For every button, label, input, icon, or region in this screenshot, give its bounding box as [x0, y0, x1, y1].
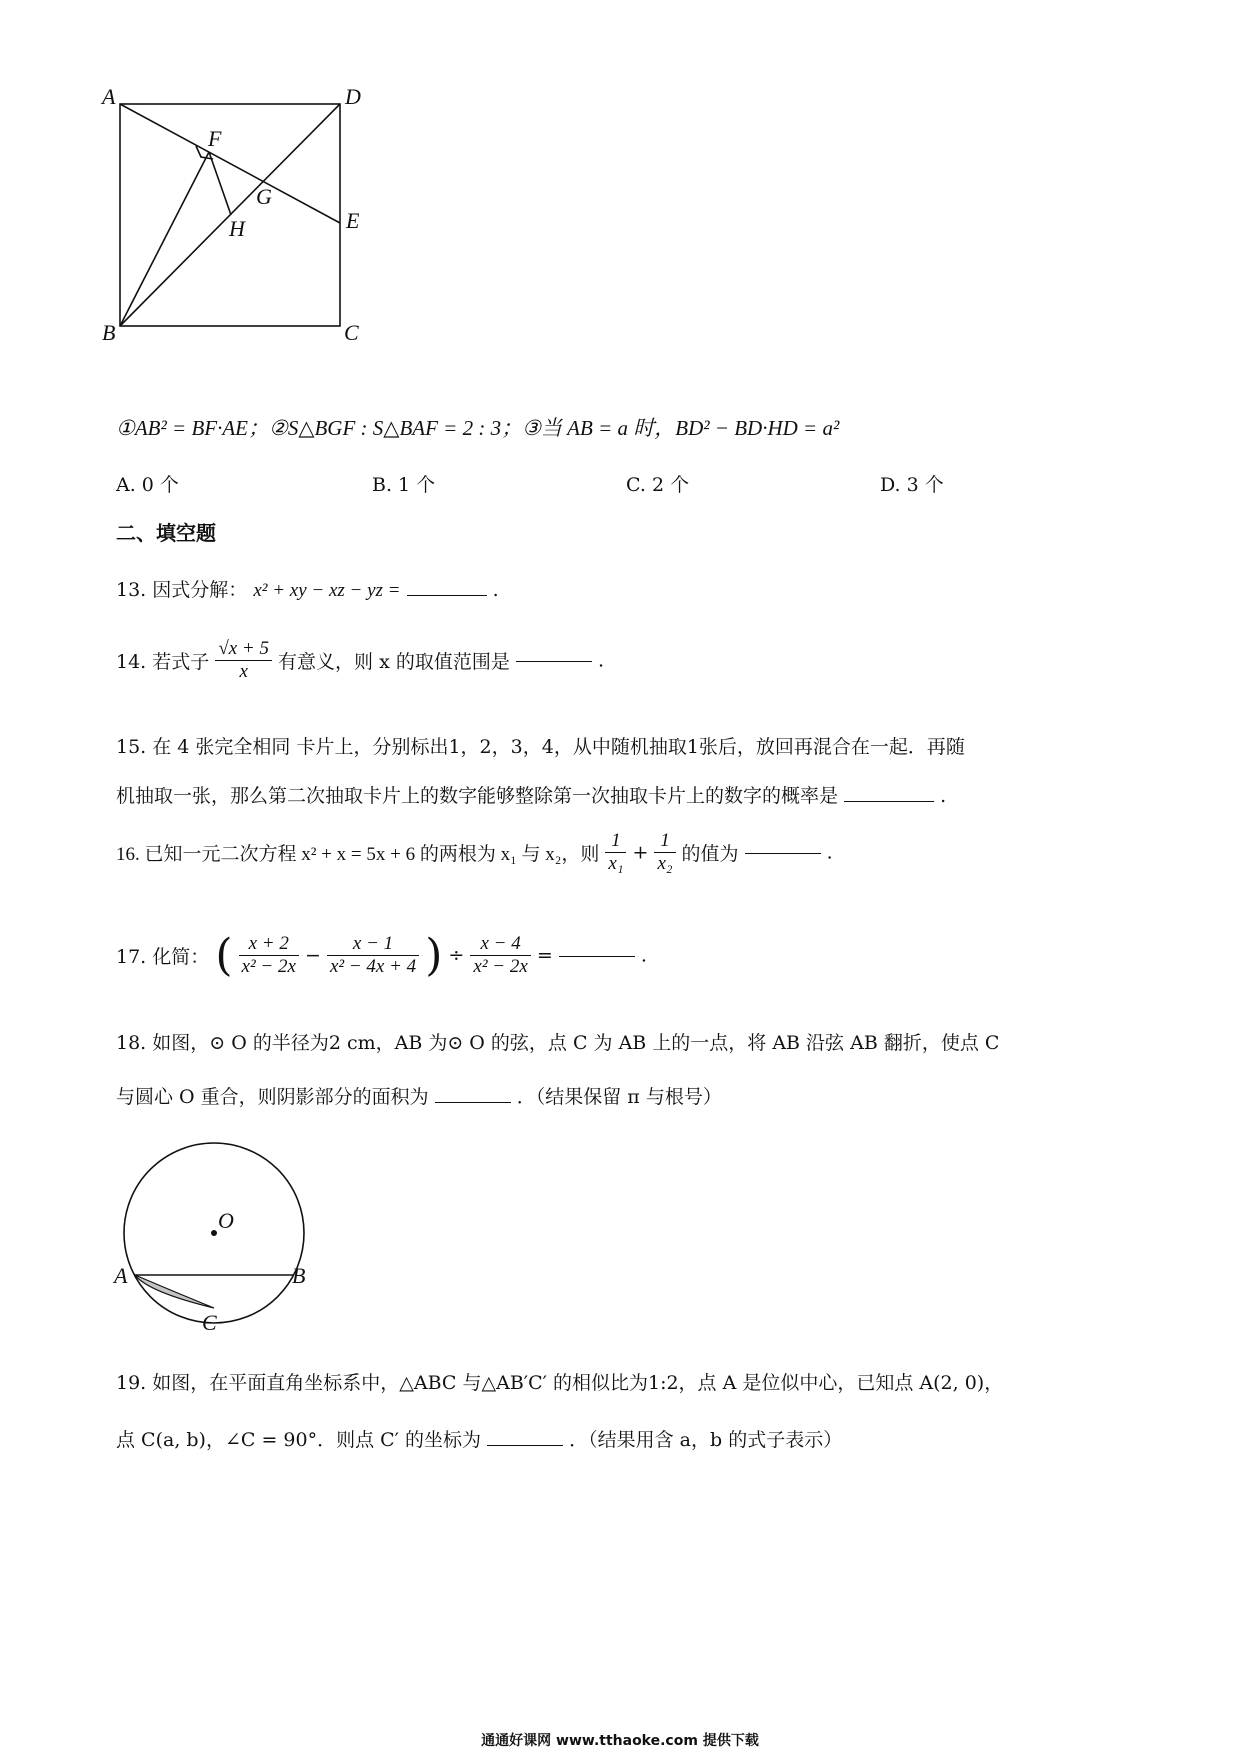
- q19-suffix: ．（结果用含 a，b 的式子表示）: [569, 1429, 843, 1451]
- shaded-region: [135, 1275, 214, 1308]
- q16-fraction-1: [605, 830, 626, 875]
- q16-prefix: 16. 已知一元二次方程 x² + x = 5x + 6 的两根为 x₁ 与 x₂，则: [116, 844, 600, 865]
- q17-minus: −: [304, 944, 321, 967]
- q17-divide: ÷: [448, 944, 465, 967]
- q17-left-paren: (: [215, 930, 233, 981]
- label-b: B: [292, 1263, 306, 1288]
- q17-right-paren: ): [425, 930, 443, 981]
- q14-suffix: .: [597, 649, 604, 672]
- question-18-line2: [116, 1082, 722, 1109]
- q16-fraction-2: [654, 830, 675, 875]
- q18-line2-text: 与圆心 O 重合，则阴影部分的面积为: [116, 1086, 429, 1108]
- center-point-o: [211, 1230, 217, 1236]
- q17-f3-numerator: x − 4: [470, 933, 530, 956]
- q18-answer-blank[interactable]: [435, 1101, 511, 1103]
- q17-fraction-1: [239, 933, 299, 978]
- label-f: F: [208, 126, 222, 151]
- q15-line2-text: 机抽取一张，那么第二次抽取卡片上的数字能够整除第一次抽取卡片上的数字的概率是: [116, 785, 839, 807]
- question-13: [116, 575, 499, 602]
- section-title: 二、填空题: [116, 521, 216, 545]
- q13-expression: x² + xy − xz − yz =: [253, 580, 401, 601]
- option-d: D. 3 个: [880, 474, 944, 496]
- q17-equals: =: [536, 944, 553, 967]
- q19-answer-blank[interactable]: [487, 1444, 563, 1446]
- label-c: C: [202, 1310, 217, 1335]
- statements-line: ①AB² = BF·AE；②S△BGF : S△BAF = 2 : 3；③当 AB = a 时，BD² − BD·HD = a²: [116, 416, 840, 440]
- q17-prefix: 17. 化简：: [116, 946, 210, 968]
- diagonal-bd: [120, 104, 340, 326]
- q14-denominator: x: [239, 661, 248, 682]
- question-17: [116, 930, 647, 981]
- question-16: [116, 830, 833, 875]
- q14-numerator: √x + 5: [215, 638, 272, 661]
- q17-fraction-3: [470, 933, 530, 978]
- q16-f2-denominator: x₂: [657, 853, 673, 874]
- q19-line2-text: 点 C(a, b)，∠C = 90°．则点 C′ 的坐标为: [116, 1429, 482, 1451]
- q17-f1-numerator: x + 2: [239, 933, 299, 956]
- label-e: E: [346, 208, 360, 233]
- q16-f1-denominator: x₁: [608, 853, 624, 874]
- q16-suffix: .: [826, 841, 833, 864]
- question-15-line1: 15. 在 4 张完全相同 卡片上，分别标出1，2，3，4，从中随机抽取1张后，放回再混合在一起．再随: [116, 736, 965, 758]
- q16-answer-blank[interactable]: [745, 852, 821, 854]
- option-b: B. 1 个: [372, 474, 436, 496]
- label-o: O: [218, 1208, 234, 1233]
- q16-middle: 的值为: [681, 843, 739, 865]
- question-15-line2: [116, 781, 946, 808]
- option-c: C. 2 个: [626, 474, 690, 496]
- q17-answer-blank[interactable]: [559, 955, 635, 957]
- segment-bf: [120, 152, 209, 326]
- q14-prefix: 14. 若式子: [116, 651, 210, 673]
- q16-f2-numerator: 1: [654, 830, 675, 853]
- q14-fraction: [215, 638, 272, 683]
- question-19-line2: [116, 1425, 842, 1452]
- circle-figure: [100, 1140, 330, 1350]
- q15-suffix: .: [940, 785, 947, 807]
- q14-middle: 有意义，则 x 的取值范围是: [278, 651, 510, 673]
- label-a: A: [114, 1263, 128, 1288]
- page-footer: 通通好课网 www.tthaoke.com 提供下载: [481, 1733, 759, 1749]
- question-19-line1: 19. 如图，在平面直角坐标系中，△ABC 与△AB′C′ 的相似比为1:2，点 A 是位似中心，已知点 A(2, 0)，: [116, 1372, 1004, 1394]
- q14-answer-blank[interactable]: [516, 660, 592, 662]
- label-g: G: [256, 184, 272, 209]
- q18-suffix: ．（结果保留 π 与根号）: [516, 1086, 722, 1108]
- q15-answer-blank[interactable]: [844, 800, 934, 802]
- segment-ae: [120, 104, 340, 223]
- q17-f2-numerator: x − 1: [327, 933, 419, 956]
- question-18-line1: 18. 如图，⊙ O 的半径为2 cm，AB 为⊙ O 的弦，点 C 为 AB 上的一点，将 AB 沿弦 AB 翻折，使点 C: [116, 1032, 1000, 1054]
- label-b: B: [102, 320, 116, 345]
- q13-answer-blank[interactable]: [407, 594, 487, 596]
- label-a: A: [102, 84, 116, 109]
- q17-f2-denominator: x² − 4x + 4: [329, 956, 417, 977]
- option-a: A. 0 个: [116, 474, 179, 496]
- q17-f3-denominator: x² − 2x: [473, 956, 528, 977]
- q17-fraction-2: [327, 933, 419, 978]
- label-d: D: [345, 84, 361, 109]
- question-14: [116, 638, 604, 683]
- label-c: C: [344, 320, 359, 345]
- q16-plus: +: [632, 841, 649, 864]
- label-h: H: [229, 216, 245, 241]
- q17-f1-denominator: x² − 2x: [241, 956, 296, 977]
- q13-suffix: .: [492, 579, 499, 601]
- q16-f1-numerator: 1: [605, 830, 626, 853]
- q13-prefix: 13. 因式分解：: [116, 579, 248, 601]
- square-figure: [100, 80, 400, 360]
- q17-suffix: .: [640, 944, 647, 967]
